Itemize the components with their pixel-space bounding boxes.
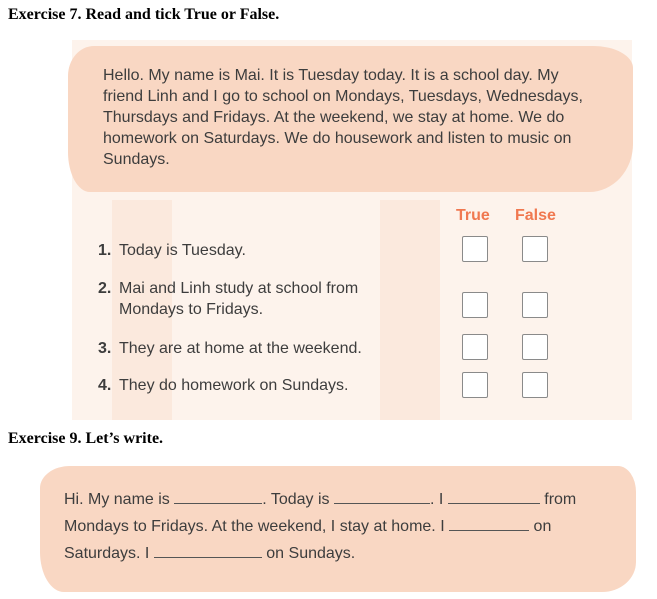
- fill-line-3: Saturdays. I on Sundays.: [64, 545, 356, 562]
- statement-4-false-checkbox[interactable]: [522, 372, 548, 398]
- statement-3: [98, 338, 419, 359]
- false-column-label: False: [515, 207, 556, 224]
- statement-1-false-checkbox[interactable]: [522, 236, 548, 262]
- statement-2-true-checkbox[interactable]: [462, 292, 488, 318]
- statement-text: Today is Tuesday.: [119, 242, 246, 259]
- day-blank[interactable]: [334, 489, 430, 504]
- statement-text: Mai and Linh study at school from Mondays to Fridays.: [119, 280, 359, 318]
- fill-in-text: [64, 486, 624, 567]
- activity-blank-1[interactable]: [448, 489, 540, 504]
- statement-1: [98, 240, 419, 261]
- statement-number: 3.: [98, 340, 112, 357]
- exercise-7-title: Exercise 7. Read and tick True or False.: [8, 6, 280, 23]
- statement-4-true-checkbox[interactable]: [462, 372, 488, 398]
- statement-number: 1.: [98, 242, 112, 259]
- statement-3-false-checkbox[interactable]: [522, 334, 548, 360]
- statement-number: 4.: [98, 377, 112, 394]
- statement-number: 2.: [98, 280, 112, 297]
- statement-2-false-checkbox[interactable]: [522, 292, 548, 318]
- statement-3-true-checkbox[interactable]: [462, 334, 488, 360]
- fill-line-1: Hi. My name is . Today is . I from: [64, 491, 577, 508]
- activity-blank-2[interactable]: [449, 516, 529, 531]
- true-column-label: True: [456, 207, 490, 224]
- fill-line-2: Mondays to Fridays. At the weekend, I stay at home. I on: [64, 518, 552, 535]
- statement-text: They do homework on Sundays.: [119, 377, 349, 394]
- statement-1-true-checkbox[interactable]: [462, 236, 488, 262]
- exercise-9-title: Exercise 9. Let’s write.: [8, 430, 164, 447]
- activity-blank-3[interactable]: [154, 543, 262, 558]
- name-blank[interactable]: [174, 489, 262, 504]
- reading-passage: Hello. My name is Mai. It is Tuesday today. It is a school day. My friend Linh and I go to school on Mondays, Tuesdays, Wednesdays, Thursdays and Fridays. At the weekend, we stay at home. We do homework on Saturdays. We do housework and listen to music on Sundays.: [103, 67, 583, 168]
- statement-text: They are at home at the weekend.: [119, 340, 362, 357]
- statement-4: [98, 375, 419, 396]
- statement-2: [98, 278, 419, 320]
